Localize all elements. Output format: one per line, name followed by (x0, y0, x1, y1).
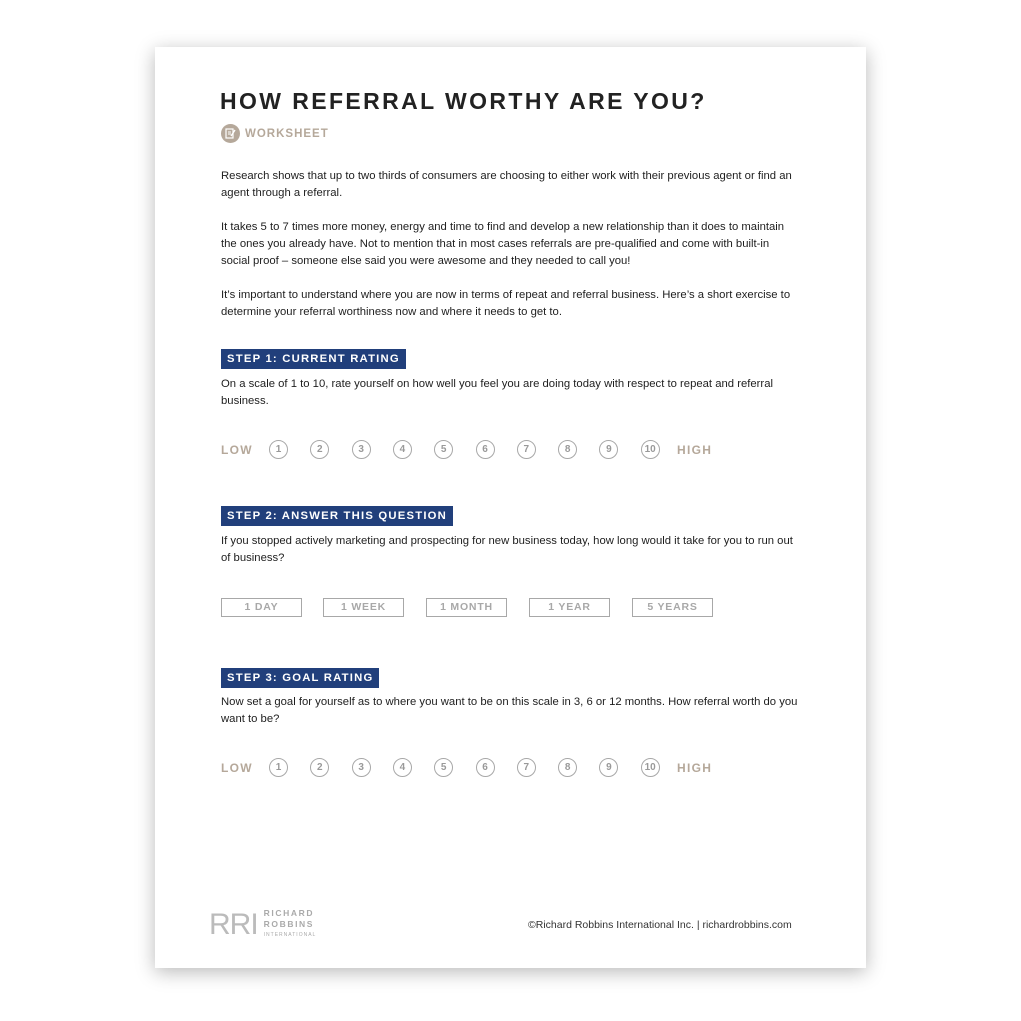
rating-circle-1[interactable]: 1 (269, 758, 288, 777)
logo-line-2: ROBBINS (263, 919, 315, 929)
rating-circle-5[interactable]: 5 (434, 758, 453, 777)
rating-circle-3[interactable]: 3 (352, 440, 371, 459)
intro-paragraph-3: It’s important to understand where you are now in terms of repeat and referral business. Here’s a short exercise to determine your referral worthiness now and where it needs to get to. (221, 289, 791, 318)
intro-paragraph-1: Research shows that up to two thirds of consumers are choosing to either work with their previous agent or find an agent through a referral. (221, 170, 792, 199)
option-1-day[interactable]: 1 DAY (221, 598, 302, 617)
scale-low-label: LOW (221, 761, 253, 775)
rating-circle-4[interactable]: 4 (393, 440, 412, 459)
rating-circle-9[interactable]: 9 (599, 758, 618, 777)
scale-high-label: HIGH (677, 443, 713, 457)
logo-line-1: RICHARD (263, 908, 315, 918)
logo-mark: RRI (209, 907, 258, 941)
intro-paragraph-2: It takes 5 to 7 times more money, energy and time to find and develop a new relationship than it does to maintain the ones you already have. Not to mention that in most cases referrals are pre-qualified and come with built-in social proof – someone else said you were awesome and they needed to call you! (221, 221, 785, 267)
logo-line-3: INTERNATIONAL (263, 932, 317, 938)
rating-circle-7[interactable]: 7 (517, 758, 536, 777)
rating-circle-1[interactable]: 1 (269, 440, 288, 459)
rating-circle-2[interactable]: 2 (310, 440, 329, 459)
rri-logo (209, 908, 316, 941)
step-3-heading: STEP 3: GOAL RATING (221, 668, 379, 688)
goal-rating-scale (221, 758, 741, 778)
scale-high-label: HIGH (677, 761, 713, 775)
rating-circle-10[interactable]: 10 (641, 758, 660, 777)
worksheet-label (221, 124, 329, 143)
worksheet-icon (221, 124, 240, 143)
worksheet-text: WORKSHEET (245, 127, 329, 140)
current-rating-scale (221, 440, 741, 460)
page-title: HOW REFERRAL WORTHY ARE YOU? (220, 88, 707, 114)
rating-circle-6[interactable]: 6 (476, 440, 495, 459)
rating-circle-10[interactable]: 10 (641, 440, 660, 459)
rating-circle-8[interactable]: 8 (558, 440, 577, 459)
rating-circle-9[interactable]: 9 (599, 440, 618, 459)
rating-circle-6[interactable]: 6 (476, 758, 495, 777)
rating-circle-3[interactable]: 3 (352, 758, 371, 777)
option-5-years[interactable]: 5 YEARS (632, 598, 713, 617)
footer-copyright: ©Richard Robbins International Inc. | richardrobbins.com (528, 919, 792, 931)
step-2-text: If you stopped actively marketing and prospecting for new business today, how long would it take for you to run out of business? (221, 535, 793, 564)
scale-low-label: LOW (221, 443, 253, 457)
step-2-heading: STEP 2: ANSWER THIS QUESTION (221, 506, 453, 526)
option-1-week[interactable]: 1 WEEK (323, 598, 404, 617)
rating-circle-8[interactable]: 8 (558, 758, 577, 777)
option-1-year[interactable]: 1 YEAR (529, 598, 610, 617)
step-3-text: Now set a goal for yourself as to where you want to be on this scale in 3, 6 or 12 months. How referral worth do you want to be? (221, 696, 798, 725)
rating-circle-4[interactable]: 4 (393, 758, 412, 777)
rating-circle-7[interactable]: 7 (517, 440, 536, 459)
option-1-month[interactable]: 1 MONTH (426, 598, 507, 617)
rating-circle-5[interactable]: 5 (434, 440, 453, 459)
rating-circle-2[interactable]: 2 (310, 758, 329, 777)
step-1-text: On a scale of 1 to 10, rate yourself on how well you feel you are doing today with respect to repeat and referral business. (221, 378, 773, 407)
step-1-heading: STEP 1: CURRENT RATING (221, 349, 406, 369)
